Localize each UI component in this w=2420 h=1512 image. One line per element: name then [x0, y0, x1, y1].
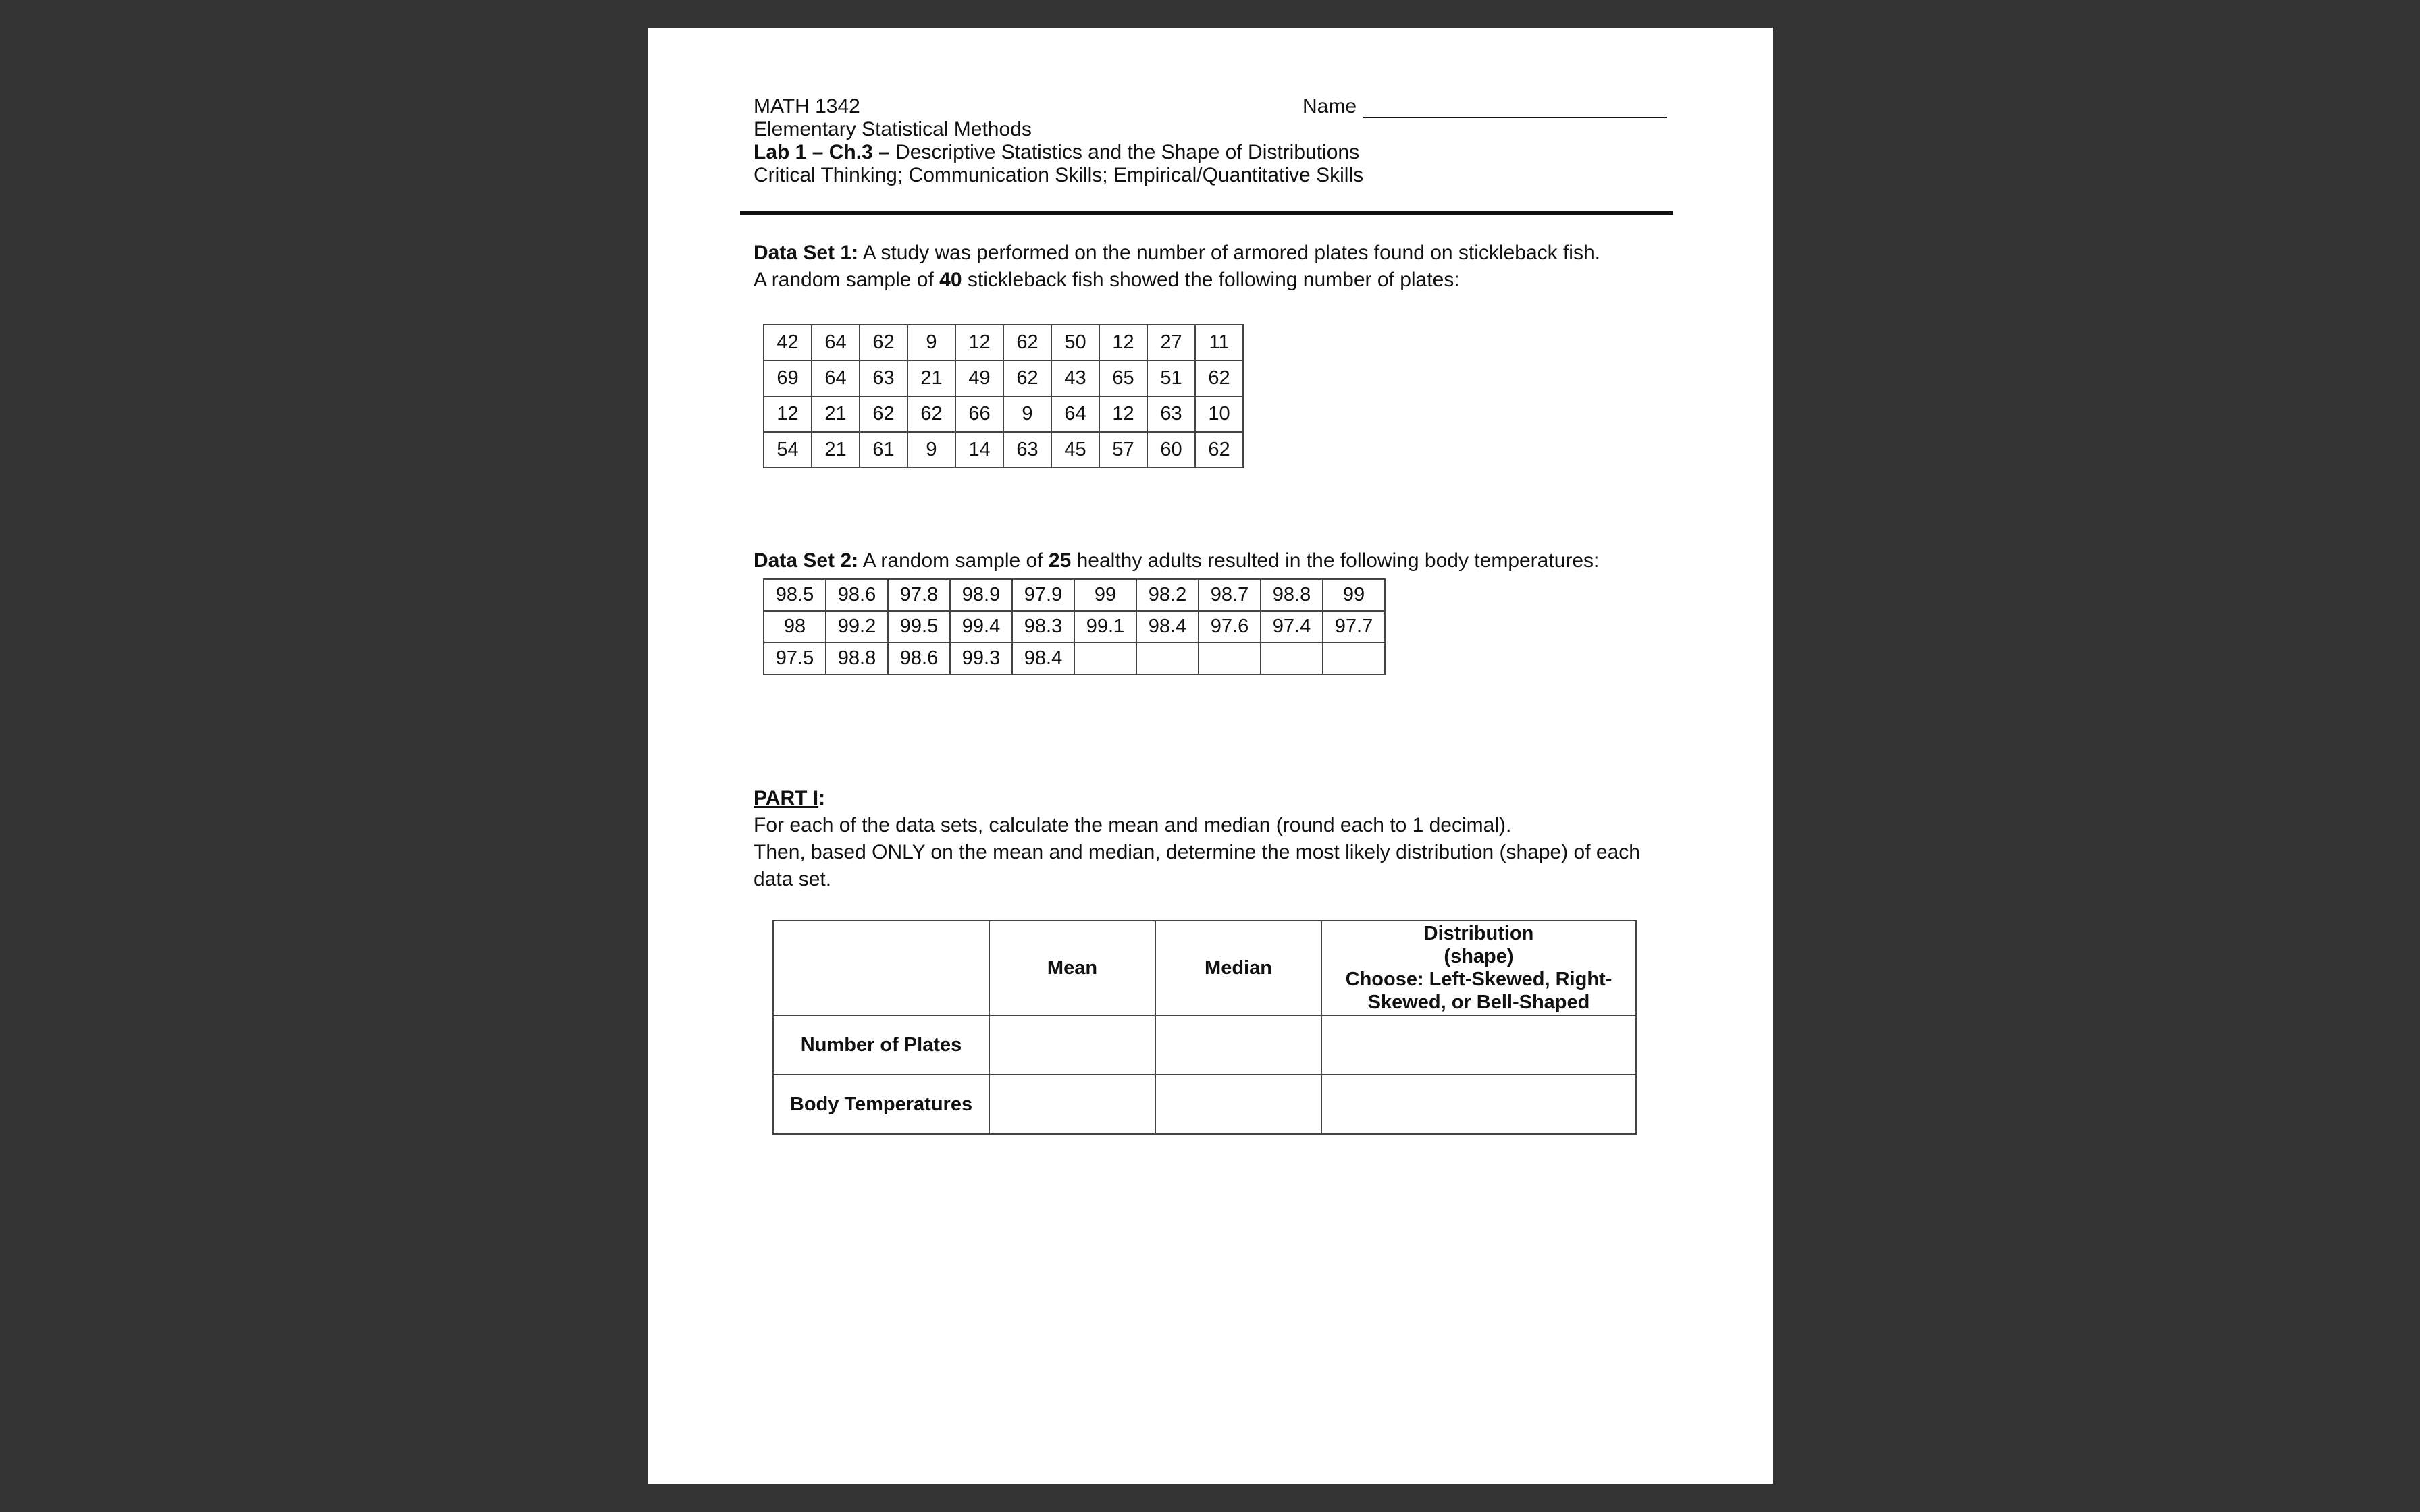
- dataset2-cell: [1136, 643, 1199, 674]
- row-label-plates: Number of Plates: [773, 1015, 989, 1075]
- dataset2-cell: 99: [1323, 579, 1385, 611]
- dataset2-cell: 98.4: [1012, 643, 1074, 674]
- dataset2-sample-size: 25: [1048, 549, 1072, 572]
- dataset1-cell: 42: [764, 325, 812, 360]
- dataset1-cell: 49: [955, 360, 1003, 396]
- dataset2-row: [764, 611, 1385, 643]
- dataset1-cell: 9: [1003, 396, 1051, 432]
- name-field: [1303, 95, 1667, 118]
- dataset1-cell: 54: [764, 432, 812, 468]
- dataset1-description: [754, 240, 1652, 294]
- dataset1-cell: 9: [908, 432, 955, 468]
- dataset2-row: [764, 579, 1385, 611]
- name-label: Name: [1303, 95, 1357, 117]
- dataset1-cell: 62: [1195, 360, 1243, 396]
- dataset2-cell: 98.2: [1136, 579, 1199, 611]
- distribution-header-line4: Skewed, or Bell-Shaped: [1367, 992, 1590, 1013]
- dataset1-line2-pre: A random sample of: [754, 269, 940, 291]
- dataset1-cell: 21: [812, 396, 860, 432]
- dataset1-cell: 64: [812, 325, 860, 360]
- dataset1-cell: 65: [1099, 360, 1147, 396]
- name-blank-line: [1363, 98, 1667, 118]
- dataset1-cell: 63: [1003, 432, 1051, 468]
- dataset2-label: Data Set 2:: [754, 549, 859, 572]
- part1-line2: Then, based ONLY on the mean and median, determine the most likely distribution (shape) of each: [754, 841, 1640, 863]
- dataset1-cell: 63: [1147, 396, 1195, 432]
- part1-line1: For each of the data sets, calculate the mean and median (round each to 1 decimal).: [754, 814, 1512, 836]
- course-code: MATH 1342: [754, 95, 860, 117]
- dataset1-cell: 60: [1147, 432, 1195, 468]
- dataset1-cell: 9: [908, 325, 955, 360]
- dataset2-row: [764, 643, 1385, 674]
- dataset1-cell: 51: [1147, 360, 1195, 396]
- dataset1-row: [764, 360, 1243, 396]
- dataset1-line1: A study was performed on the number of armored plates found on stickleback fish.: [858, 242, 1600, 264]
- dataset1-cell: 12: [764, 396, 812, 432]
- dataset1-cell: 57: [1099, 432, 1147, 468]
- dataset1-cell: 12: [1099, 396, 1147, 432]
- dataset1-cell: 43: [1051, 360, 1099, 396]
- dataset2-cell: 97.8: [888, 579, 950, 611]
- answer-table-corner-cell: [773, 921, 989, 1015]
- dataset2-cell: 98.3: [1012, 611, 1074, 643]
- dataset2-cell: 98.6: [888, 643, 950, 674]
- median-column-header: Median: [1155, 921, 1321, 1015]
- dataset1-cell: 69: [764, 360, 812, 396]
- dataset1-row: [764, 396, 1243, 432]
- dataset2-cell: 97.5: [764, 643, 826, 674]
- answer-table-header-row: [773, 921, 1636, 1015]
- dataset1-cell: 62: [1003, 360, 1051, 396]
- dataset1-cell: 66: [955, 396, 1003, 432]
- header-divider: [740, 211, 1673, 215]
- dataset1-row: [764, 325, 1243, 360]
- dataset2-cell: 98.5: [764, 579, 826, 611]
- temperatures-median-cell[interactable]: [1155, 1075, 1321, 1134]
- dataset2-cell: 99: [1074, 579, 1136, 611]
- document-header: [754, 95, 1652, 187]
- dataset1-table: [763, 324, 1244, 468]
- dataset1-cell: 62: [1003, 325, 1051, 360]
- document-page: [648, 28, 1773, 1484]
- lab-title: [754, 141, 1652, 164]
- distribution-column-header: [1321, 921, 1636, 1015]
- dataset1-cell: 12: [1099, 325, 1147, 360]
- dataset2-cell: 97.4: [1261, 611, 1323, 643]
- dataset2-cell: 99.5: [888, 611, 950, 643]
- dataset1-cell: 62: [860, 396, 908, 432]
- dataset1-cell: 61: [860, 432, 908, 468]
- dataset2-cell: 98.9: [950, 579, 1012, 611]
- plates-mean-cell[interactable]: [989, 1015, 1155, 1075]
- dataset1-cell: 10: [1195, 396, 1243, 432]
- course-title: Elementary Statistical Methods: [754, 118, 1032, 140]
- dataset2-cell: 98: [764, 611, 826, 643]
- dataset1-cell: 62: [1195, 432, 1243, 468]
- dataset2-cell: 99.3: [950, 643, 1012, 674]
- temperatures-mean-cell[interactable]: [989, 1075, 1155, 1134]
- answer-table: [772, 920, 1637, 1135]
- dataset2-cell: 97.9: [1012, 579, 1074, 611]
- part1-title: PART I: [754, 787, 819, 809]
- distribution-header-line3: Choose: Left-Skewed, Right-: [1345, 969, 1612, 990]
- part1-colon: :: [818, 787, 826, 809]
- dataset1-cell: 14: [955, 432, 1003, 468]
- dataset1-cell: 62: [860, 325, 908, 360]
- dataset2-cell: 98.8: [1261, 579, 1323, 611]
- answer-row-plates: [773, 1015, 1636, 1075]
- dataset1-cell: 64: [1051, 396, 1099, 432]
- dataset2-cell: [1323, 643, 1385, 674]
- dataset2-cell: [1261, 643, 1323, 674]
- dataset1-cell: 50: [1051, 325, 1099, 360]
- dataset1-cell: 21: [812, 432, 860, 468]
- dataset2-cell: 99.4: [950, 611, 1012, 643]
- dataset2-cell: [1199, 643, 1261, 674]
- dataset2-cell: 97.6: [1199, 611, 1261, 643]
- part1-line3: data set.: [754, 868, 832, 890]
- dataset1-cell: 62: [908, 396, 955, 432]
- lab-title-rest: Descriptive Statistics and the Shape of Distributions: [889, 141, 1360, 163]
- dataset1-cell: 27: [1147, 325, 1195, 360]
- dataset1-cell: 63: [860, 360, 908, 396]
- dataset2-description: [754, 547, 1652, 574]
- temperatures-distribution-cell[interactable]: [1321, 1075, 1636, 1134]
- answer-row-temperatures: [773, 1075, 1636, 1134]
- dataset1-label: Data Set 1:: [754, 242, 859, 264]
- dataset2-cell: [1074, 643, 1136, 674]
- dataset1-cell: 21: [908, 360, 955, 396]
- dataset1-row: [764, 432, 1243, 468]
- dataset2-cell: 98.4: [1136, 611, 1199, 643]
- dataset2-cell: 98.8: [826, 643, 888, 674]
- skills-line: Critical Thinking; Communication Skills; Empirical/Quantitative Skills: [754, 164, 1364, 186]
- dataset2-line-pre: A random sample of: [858, 549, 1049, 572]
- dataset2-cell: 97.7: [1323, 611, 1385, 643]
- dataset2-cell: 99.2: [826, 611, 888, 643]
- dataset1-cell: 64: [812, 360, 860, 396]
- distribution-header-line1: Distribution: [1423, 923, 1534, 944]
- dataset1-sample-size: 40: [939, 269, 962, 291]
- dataset1-line2-post: stickleback fish showed the following number of plates:: [962, 269, 1460, 291]
- dataset1-cell: 45: [1051, 432, 1099, 468]
- dataset2-cell: 98.6: [826, 579, 888, 611]
- part1-instructions: [754, 785, 1652, 893]
- dataset2-line-post: healthy adults resulted in the following body temperatures:: [1071, 549, 1600, 572]
- row-label-temperatures: Body Temperatures: [773, 1075, 989, 1134]
- dataset2-cell: 98.7: [1199, 579, 1261, 611]
- dataset2-table: [763, 578, 1386, 675]
- dataset1-cell: 12: [955, 325, 1003, 360]
- dataset1-cell: 11: [1195, 325, 1243, 360]
- plates-distribution-cell[interactable]: [1321, 1015, 1636, 1075]
- lab-title-bold: Lab 1 – Ch.3 –: [754, 141, 890, 163]
- distribution-header-line2: (shape): [1444, 946, 1514, 967]
- mean-column-header: Mean: [989, 921, 1155, 1015]
- plates-median-cell[interactable]: [1155, 1015, 1321, 1075]
- dataset2-cell: 99.1: [1074, 611, 1136, 643]
